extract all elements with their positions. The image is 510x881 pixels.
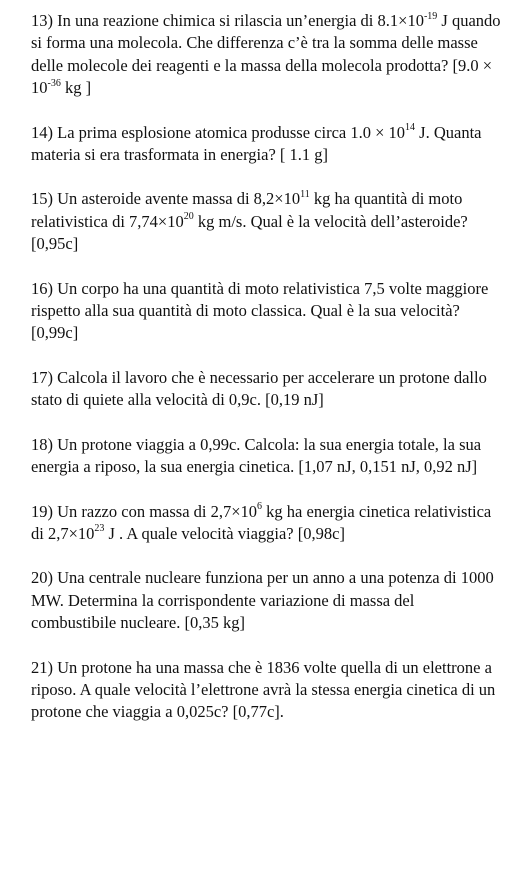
problem-text bbox=[31, 657, 501, 724]
problem-item bbox=[31, 657, 501, 724]
exponent: 23 bbox=[94, 523, 105, 535]
text-segment: 16) Un corpo ha una quantità di moto relativistica 7,5 volte maggiore rispetto alla sua quantità di moto classica. Qual è la sua velocità? [0,99c] bbox=[31, 278, 489, 343]
problem-text bbox=[31, 122, 501, 167]
text-segment: 15) Un asteroide avente massa di 8,2×10 bbox=[31, 189, 301, 209]
problem-item bbox=[31, 10, 501, 100]
problem-text bbox=[31, 434, 501, 479]
text-segment: 20) Una centrale nucleare funziona per un anno a una potenza di 1000 MW. Determina la corrispondente variazione di massa del combustibile nucleare. [0,35 kg] bbox=[31, 568, 494, 633]
text-segment: kg ha quantità di moto relativistica di 7,74×10 bbox=[31, 189, 463, 231]
problem-item bbox=[31, 188, 501, 255]
problem-text bbox=[31, 278, 501, 345]
problem-item bbox=[31, 501, 501, 546]
text-segment: J quando si forma una molecola. Che differenza c’è tra la somma delle masse delle molecole dei reagenti e la massa della molecola prodotta? [9.0 × bbox=[31, 11, 501, 75]
text-segment: 17) Calcola il lavoro che è necessario per accelerare un protone dallo stato di quiete alla velocità di 0,9c. [0,19 nJ] bbox=[31, 367, 487, 410]
problem-item bbox=[31, 367, 501, 412]
exponent: -19 bbox=[423, 10, 438, 22]
problem-text bbox=[31, 501, 501, 546]
text-segment: 18) Un protone viaggia a 0,99c. Calcola: la sua energia totale, la sua energia a riposo, la sua energia cinetica. [1,07 nJ, 0,151 nJ, 0,92 nJ] bbox=[31, 434, 482, 477]
text-segment: kg m/s. Qual è la velocità dell’asteroide? [0,95c] bbox=[31, 211, 468, 254]
text-segment: 14) La prima esplosione atomica produsse circa 1.0 × 10 bbox=[31, 122, 406, 142]
text-segment: kg ] bbox=[60, 78, 92, 98]
text-segment: kg ha energia cinetica relativistica di 2,7×10 bbox=[31, 501, 492, 543]
problem-item bbox=[31, 434, 501, 479]
problem-list bbox=[31, 10, 501, 746]
text-segment: 13) In una reazione chimica si rilascia un’energia di bbox=[31, 11, 378, 30]
text-segment: 10 bbox=[31, 78, 48, 98]
problem-item bbox=[31, 122, 501, 167]
text-segment: 21) Un protone ha una massa che è 1836 volte quella di un elettrone a riposo. A quale velocità l’elettrone avrà la stessa energia cinetica di un protone che viaggia a 0,025c? [0,77c]. bbox=[31, 657, 496, 722]
exponent: 14 bbox=[405, 122, 416, 134]
problem-item bbox=[31, 567, 501, 634]
exponent: 20 bbox=[183, 211, 194, 223]
exponent: 6 bbox=[257, 501, 263, 512]
text-segment: 19) Un razzo con massa di 2,7×10 bbox=[31, 501, 258, 521]
exponent: 11 bbox=[300, 188, 310, 200]
problem-text bbox=[31, 188, 501, 255]
problem-text bbox=[31, 567, 501, 634]
text-segment: J . A quale velocità viaggia? [0,98c] bbox=[104, 523, 345, 543]
exponent: -36 bbox=[47, 77, 61, 89]
problem-text bbox=[31, 367, 501, 412]
text-segment: 8.1×10 bbox=[377, 11, 424, 30]
text-segment: J. Quanta materia si era trasformata in energia? [ 1.1 g] bbox=[31, 122, 482, 165]
problem-text bbox=[31, 10, 501, 100]
problem-item bbox=[31, 278, 501, 345]
